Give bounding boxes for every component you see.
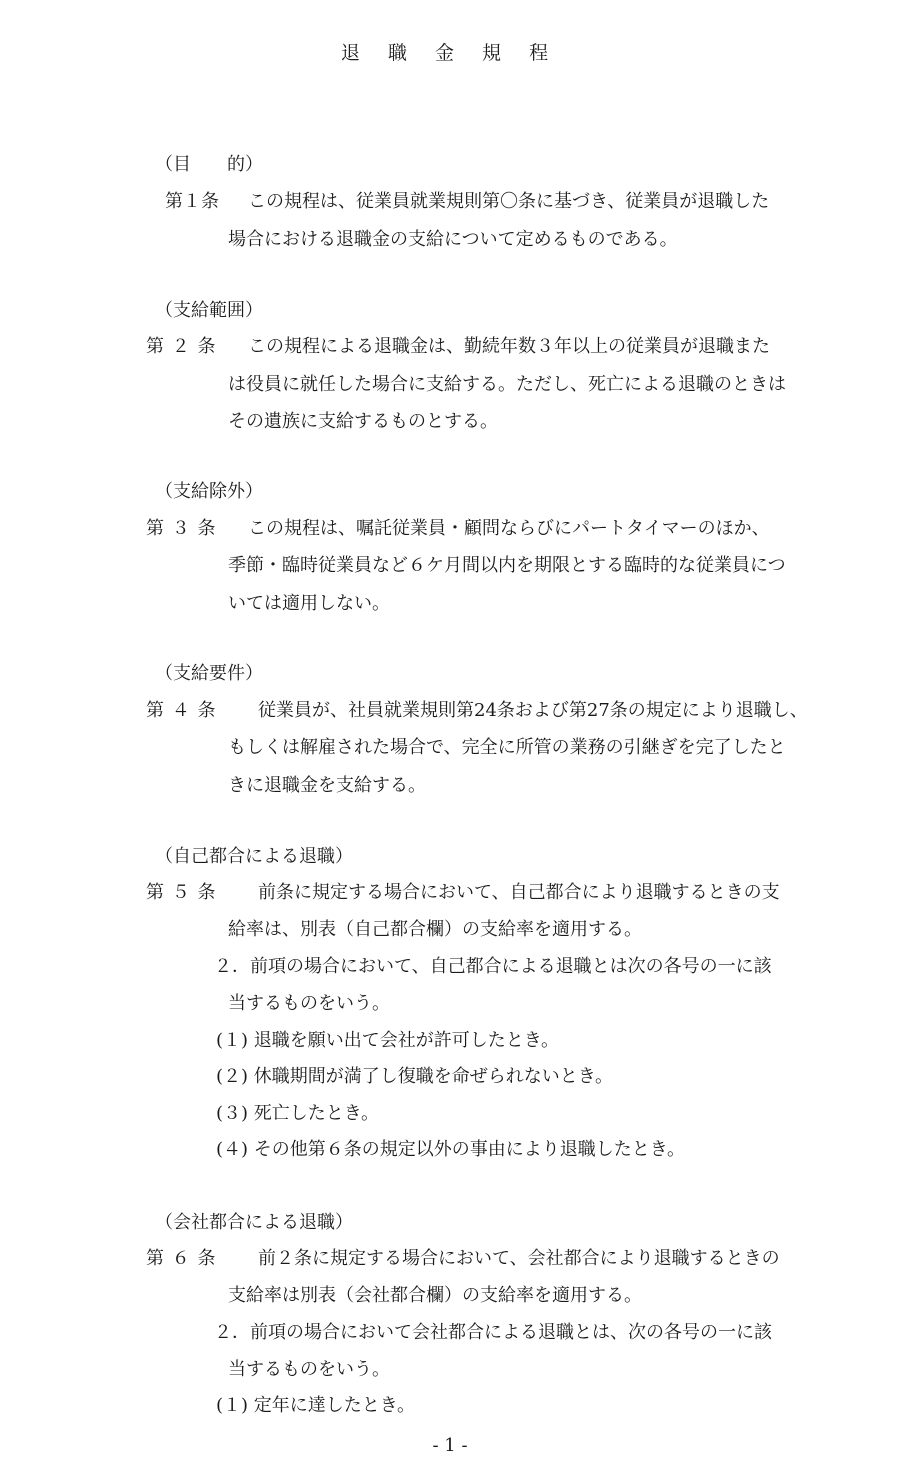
article-1-line-2: 場合における退職金の支給について定めるものである。 xyxy=(228,229,678,250)
article-4-label: 第 ４ 条 xyxy=(146,700,217,721)
article-1-heading: （目 的） xyxy=(155,154,263,175)
article-1-line-1: この規程は、従業員就業規則第〇条に基づき、従業員が退職した xyxy=(248,191,770,212)
article-6-clause2-line-1: ２．前項の場合において会社都合による退職とは、次の各号の一に該 xyxy=(214,1322,772,1343)
article-4-line-2: もしくは解雇された場合で、完全に所管の業務の引継ぎを完了したと xyxy=(228,737,786,758)
article-5-item-2: (２) 休職期間が満了し復職を命ぜられないとき。 xyxy=(216,1066,614,1087)
article-5-item-3: (３) 死亡したとき。 xyxy=(216,1103,380,1124)
article-6-line-1: 前２条に規定する場合において、会社都合により退職するときの xyxy=(258,1248,780,1269)
page-number: - 1 - xyxy=(432,1435,468,1456)
article-5-clause2-line-1: ２．前項の場合において、自己都合による退職とは次の各号の一に該 xyxy=(214,956,772,977)
document-title: 退 職 金 規 程 xyxy=(340,42,560,64)
article-6-item-1: (１) 定年に達したとき。 xyxy=(216,1395,416,1416)
article-2-heading: （支給範囲） xyxy=(155,300,263,321)
article-6-heading: （会社都合による退職） xyxy=(155,1212,353,1233)
article-5-line-1: 前条に規定する場合において、自己都合により退職するときの支 xyxy=(258,882,780,903)
article-6-clause2-line-2: 当するものをいう。 xyxy=(228,1359,390,1380)
article-2-line-3: その遺族に支給するものとする。 xyxy=(228,411,498,432)
article-2-line-1: この規程による退職金は、勤続年数３年以上の従業員が退職また xyxy=(248,336,770,357)
article-2-label: 第 ２ 条 xyxy=(146,336,217,357)
article-4-line-1: 従業員が、社員就業規則第24条および第27条の規定により退職し、 xyxy=(258,700,808,721)
article-3-heading: （支給除外） xyxy=(155,481,263,502)
article-4-line-3: きに退職金を支給する。 xyxy=(228,775,426,796)
article-1-label: 第１条 xyxy=(165,191,219,212)
article-5-item-4: (４) その他第６条の規定以外の事由により退職したとき。 xyxy=(216,1139,686,1160)
article-5-item-1: (１) 退職を願い出て会社が許可したとき。 xyxy=(216,1030,560,1051)
article-3-line-1: この規程は、嘱託従業員・顧問ならびにパートタイマーのほか、 xyxy=(248,518,770,539)
article-4-heading: （支給要件） xyxy=(155,663,263,684)
article-3-line-2: 季節・臨時従業員など６ケ月間以内を期限とする臨時的な従業員につ xyxy=(228,555,786,576)
article-2-line-2: は役員に就任した場合に支給する。ただし、死亡による退職のときは xyxy=(228,374,786,395)
article-6-label: 第 ６ 条 xyxy=(146,1248,217,1269)
article-5-clause2-line-2: 当するものをいう。 xyxy=(228,993,390,1014)
article-3-line-3: いては適用しない。 xyxy=(228,593,390,614)
article-5-heading: （自己都合による退職） xyxy=(155,846,353,867)
article-5-line-2: 給率は、別表（自己都合欄）の支給率を適用する。 xyxy=(228,919,642,940)
article-3-label: 第 ３ 条 xyxy=(146,518,217,539)
article-5-label: 第 ５ 条 xyxy=(146,882,217,903)
article-6-line-2: 支給率は別表（会社都合欄）の支給率を適用する。 xyxy=(228,1285,642,1306)
